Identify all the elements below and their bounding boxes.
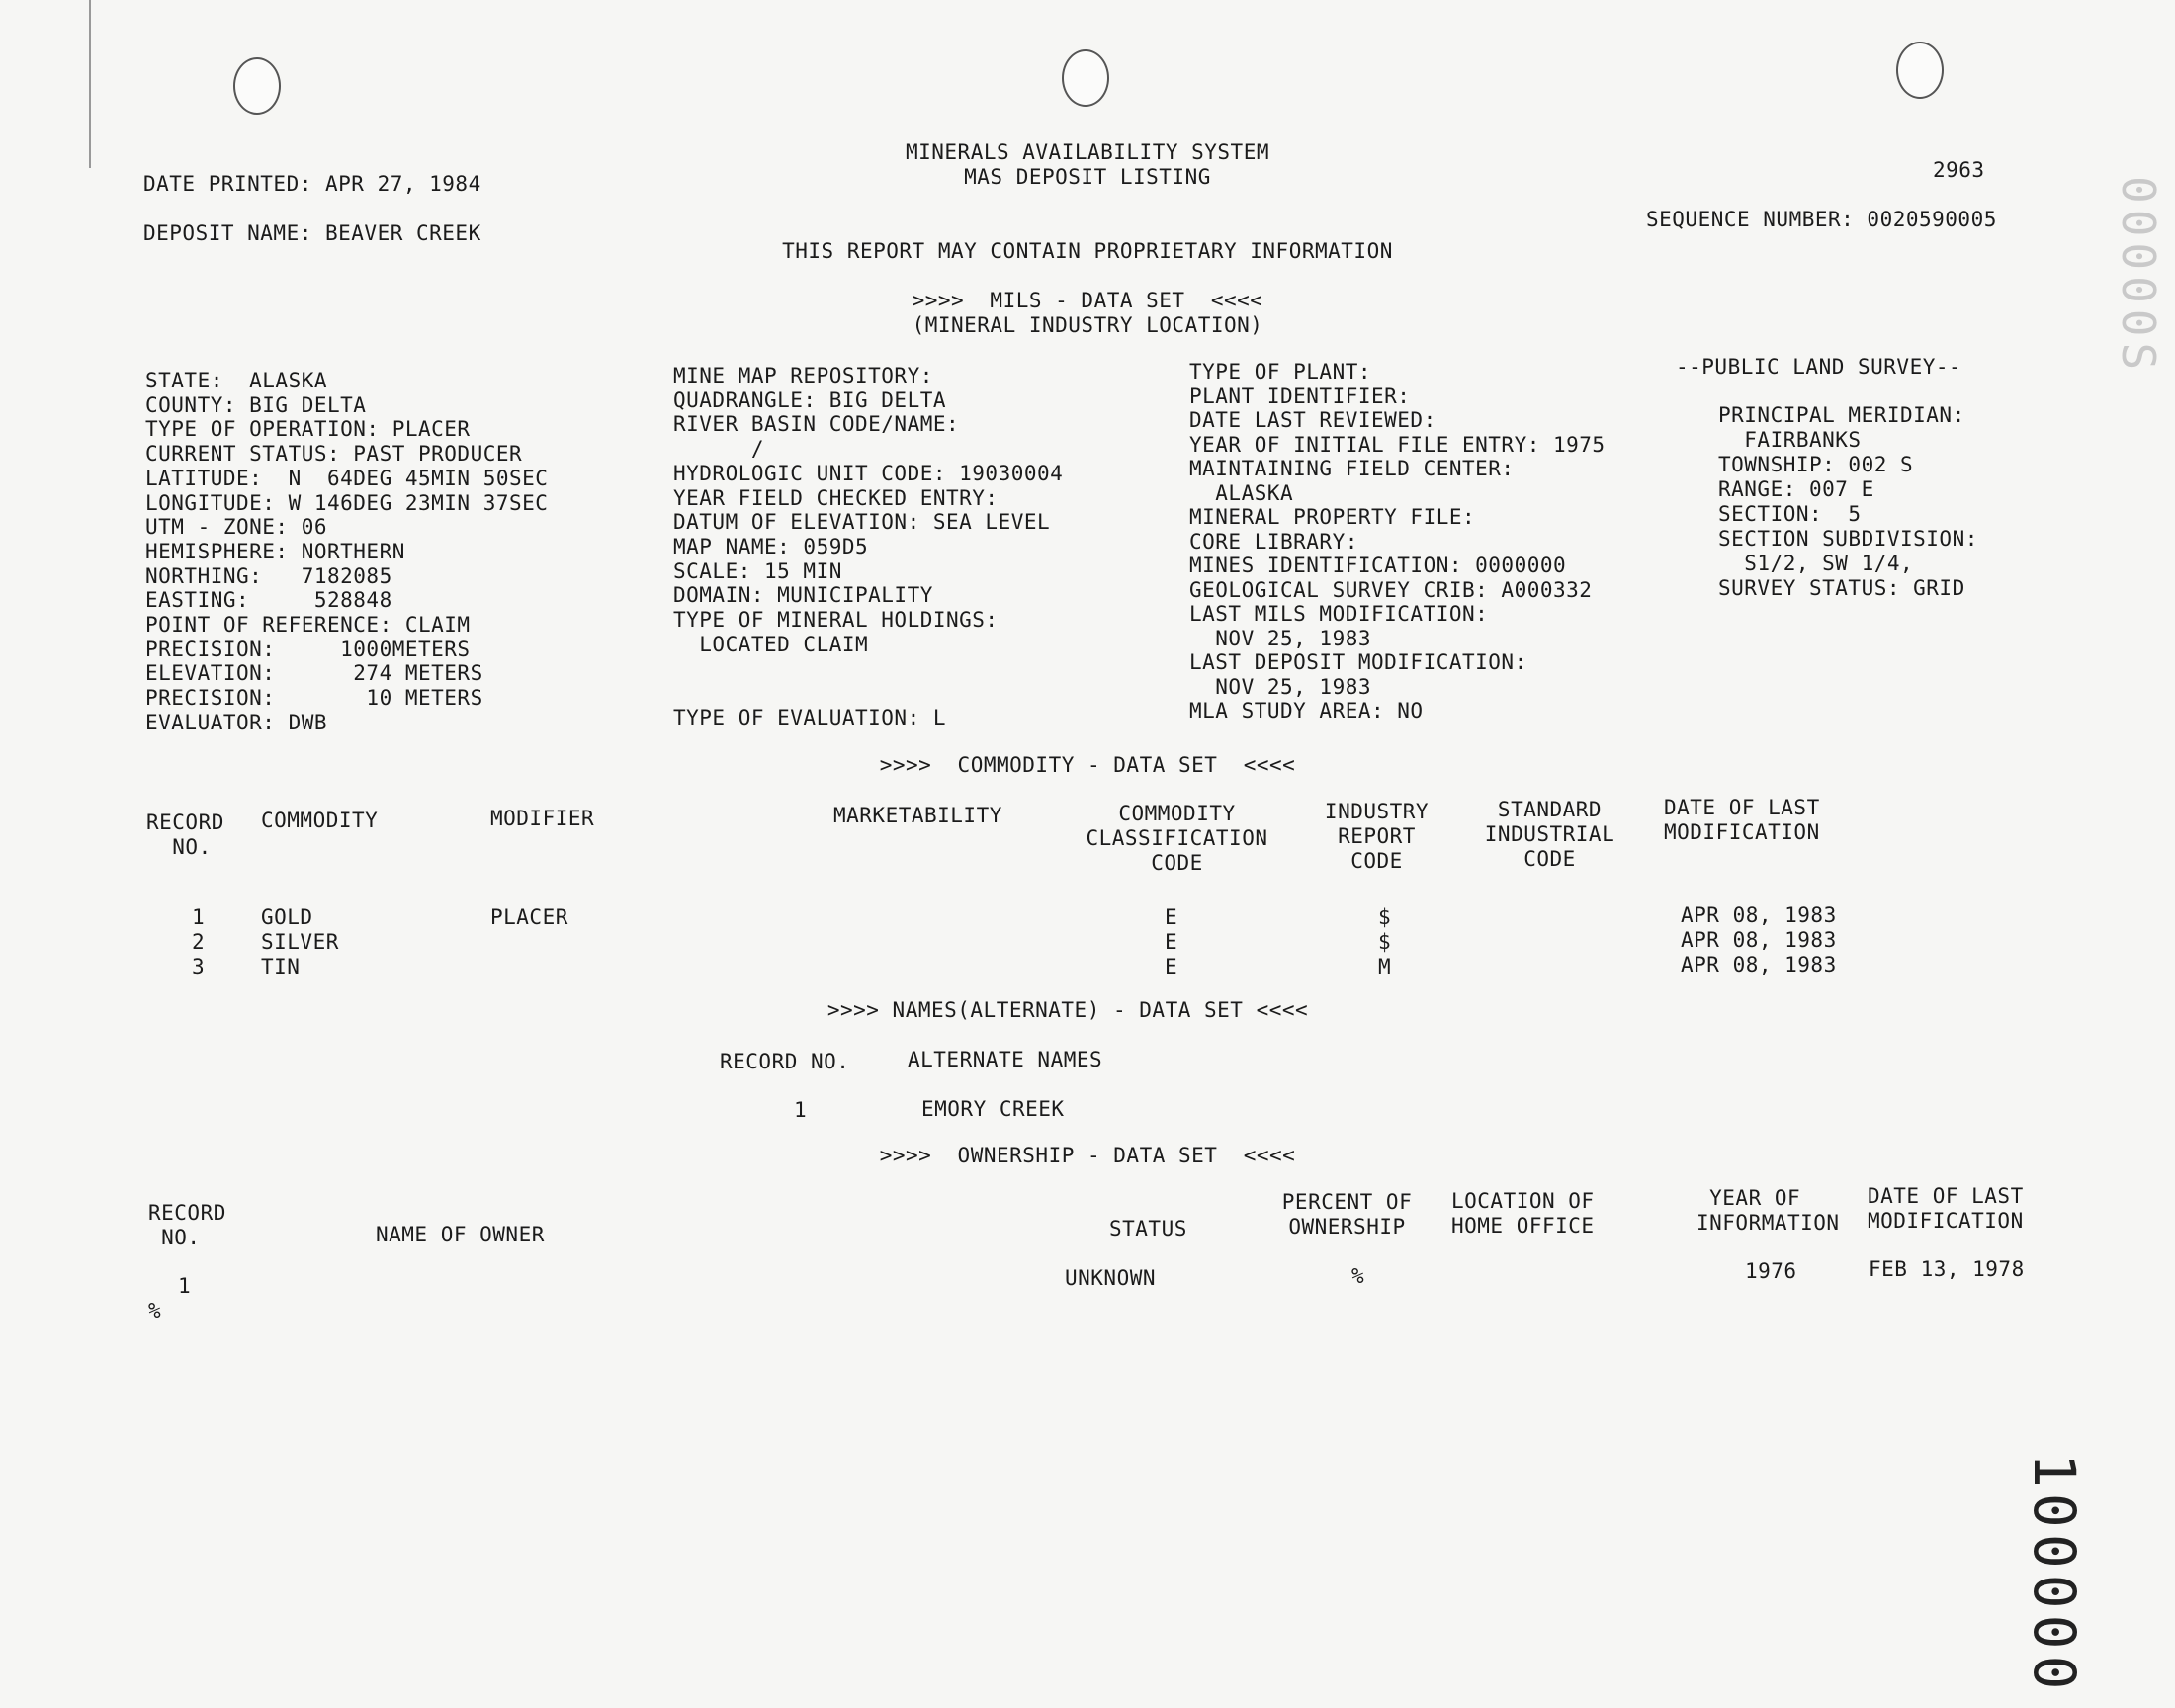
public-land-survey-title: --PUBLIC LAND SURVEY-- [1676, 355, 1962, 379]
location-field: COUNTY: BIG DELTA [145, 392, 367, 417]
land-survey-field: SECTION: 5 [1718, 502, 1862, 526]
ownership-row-date: FEB 13, 1978 [1869, 1257, 2025, 1281]
ownership-header-record: RECORD NO. [148, 1201, 226, 1249]
file-field: GEOLOGICAL SURVEY CRIB: A000332 [1189, 577, 1593, 602]
ownership-header-status: STATUS [1109, 1217, 1187, 1240]
commodity-row-industry-code: $ [1378, 905, 1392, 929]
land-survey-field: S1/2, SW 1/4, [1718, 552, 1914, 575]
land-survey-field: RANGE: 007 E [1718, 477, 1874, 501]
land-survey-field: FAIRBANKS [1718, 428, 1862, 452]
commodity-row-classification: E [1165, 955, 1178, 979]
ownership-header-percent: PERCENT OF OWNERSHIP [1281, 1190, 1413, 1238]
commodity-header-industry: INDUSTRY REPORT CODE [1324, 800, 1430, 873]
map-field: LOCATED CLAIM [673, 632, 869, 656]
commodity-header-date: DATE OF LAST MODIFICATION [1664, 796, 1820, 844]
map-field: RIVER BASIN CODE/NAME: [673, 412, 960, 437]
file-field: LAST MILS MODIFICATION: [1189, 602, 1489, 626]
commodity-row-date: APR 08, 1983 [1681, 903, 1837, 927]
commodity-header-marketability: MARKETABILITY [833, 804, 1002, 827]
names-header-alternate: ALTERNATE NAMES [908, 1048, 1103, 1071]
ownership-header-year: YEAR OF INFORMATION [1696, 1186, 1840, 1235]
sequence-number: SEQUENCE NUMBER: 0020590005 [1646, 208, 1997, 231]
ownership-header-location: LOCATION OF HOME OFFICE [1451, 1189, 1595, 1238]
ownership-title: >>>> OWNERSHIP - DATA SET <<<< [879, 1144, 1296, 1167]
map-field: QUADRANGLE: BIG DELTA [673, 387, 947, 412]
commodity-row-date: APR 08, 1983 [1681, 928, 1837, 952]
ownership-row-percent: % [1351, 1264, 1365, 1288]
commodity-header-classification: COMMODITY CLASSIFICATION CODE [1086, 802, 1268, 875]
location-field: EASTING: 528848 [145, 588, 392, 613]
file-field: DATE LAST REVIEWED: [1189, 408, 1436, 432]
map-field: DOMAIN: MUNICIPALITY [673, 583, 933, 608]
file-field: PLANT IDENTIFIER: [1189, 384, 1411, 408]
file-field: NOV 25, 1983 [1189, 626, 1372, 650]
commodity-header-modifier: MODIFIER [490, 807, 595, 830]
faint-stamp-number: 00000S [2112, 176, 2165, 377]
map-field: HYDROLOGIC UNIT CODE: 19030004 [673, 461, 1064, 485]
location-field: UTM - ZONE: 06 [145, 515, 328, 540]
commodity-row-number: 3 [192, 955, 206, 979]
map-field: DATUM OF ELEVATION: SEA LEVEL [673, 510, 1051, 535]
location-field: PRECISION: 10 METERS [145, 686, 483, 711]
commodity-header-commodity: COMMODITY [261, 809, 379, 832]
commodity-row-number: 2 [192, 930, 206, 954]
file-field: MINERAL PROPERTY FILE: [1189, 505, 1476, 529]
system-title: MINERALS AVAILABILITY SYSTEM [905, 140, 1269, 164]
page-edge-mark [0, 0, 91, 168]
commodity-row-industry-code: M [1378, 955, 1392, 979]
commodity-row-classification: E [1165, 930, 1178, 954]
location-field: NORTHING: 7182085 [145, 563, 392, 588]
commodity-row-name: SILVER [261, 930, 339, 954]
file-field: YEAR OF INITIAL FILE ENTRY: 1975 [1189, 432, 1606, 457]
file-field: MLA STUDY AREA: NO [1189, 699, 1424, 723]
page-number: 2963 [1933, 158, 1985, 182]
punch-hole [1896, 42, 1944, 99]
location-field: POINT OF REFERENCE: CLAIM [145, 613, 471, 637]
commodity-row-modifier: PLACER [490, 905, 568, 929]
ownership-owner-percent: % [148, 1299, 162, 1323]
commodity-title: >>>> COMMODITY - DATA SET <<<< [879, 753, 1296, 777]
commodity-row-number: 1 [192, 905, 206, 929]
file-field: LAST DEPOSIT MODIFICATION: [1189, 650, 1527, 674]
names-header-record: RECORD NO. [720, 1050, 850, 1073]
file-field: MINES IDENTIFICATION: 0000000 [1189, 554, 1567, 577]
location-field: LATITUDE: N 64DEG 45MIN 50SEC [145, 466, 549, 490]
ownership-row-number: 1 [178, 1274, 192, 1298]
land-survey-field: SECTION SUBDIVISION: [1718, 527, 1978, 551]
file-field: MAINTAINING FIELD CENTER: [1189, 457, 1515, 480]
punch-hole [1062, 49, 1109, 107]
ownership-row-status: UNKNOWN [1065, 1266, 1157, 1290]
location-field: PRECISION: 1000METERS [145, 637, 471, 661]
ownership-row-year: 1976 [1745, 1259, 1797, 1283]
date-printed: DATE PRINTED: APR 27, 1984 [143, 172, 481, 196]
names-title: >>>> NAMES(ALTERNATE) - DATA SET <<<< [826, 998, 1309, 1022]
names-row-number: 1 [794, 1098, 808, 1122]
location-field: CURRENT STATUS: PAST PRODUCER [145, 442, 523, 467]
mils-subtitle: (MINERAL INDUSTRY LOCATION) [912, 313, 1263, 337]
commodity-row-classification: E [1165, 905, 1178, 929]
file-field: TYPE OF PLANT: [1189, 360, 1372, 384]
map-field: TYPE OF EVALUATION: L [673, 705, 947, 729]
ownership-header-date: DATE OF LAST MODIFICATION [1868, 1184, 2024, 1233]
map-field: MINE MAP REPOSITORY: [673, 364, 933, 387]
location-field: ELEVATION: 274 METERS [145, 661, 483, 686]
punch-hole [233, 57, 281, 115]
file-field: NOV 25, 1983 [1189, 674, 1372, 699]
location-field: HEMISPHERE: NORTHERN [145, 539, 405, 563]
location-field: TYPE OF OPERATION: PLACER [145, 417, 471, 442]
location-field: LONGITUDE: W 146DEG 23MIN 37SEC [145, 490, 549, 515]
ownership-header-owner: NAME OF OWNER [376, 1223, 545, 1246]
commodity-header-record: RECORD NO. [146, 811, 224, 859]
commodity-row-name: GOLD [261, 905, 313, 929]
map-field: TYPE OF MINERAL HOLDINGS: [673, 608, 999, 632]
land-survey-field: PRINCIPAL MERIDIAN: [1718, 403, 1965, 427]
proprietary-notice: THIS REPORT MAY CONTAIN PROPRIETARY INFORMATION [782, 239, 1393, 263]
file-field: CORE LIBRARY: [1189, 529, 1358, 554]
location-field: STATE: ALASKA [145, 369, 328, 392]
commodity-header-sic: STANDARD INDUSTRIAL CODE [1484, 798, 1615, 871]
map-field: MAP NAME: 059D5 [673, 534, 869, 558]
commodity-row-date: APR 08, 1983 [1681, 953, 1837, 977]
land-survey-field: SURVEY STATUS: GRID [1718, 576, 1965, 600]
map-field: / [673, 437, 765, 462]
commodity-row-industry-code: $ [1378, 930, 1392, 954]
location-field: EVALUATOR: DWB [145, 710, 328, 734]
file-field: ALASKA [1189, 480, 1294, 505]
deposit-name: DEPOSIT NAME: BEAVER CREEK [143, 221, 481, 245]
mils-title: >>>> MILS - DATA SET <<<< [912, 289, 1263, 312]
map-field: SCALE: 15 MIN [673, 558, 842, 583]
listing-title: MAS DEPOSIT LISTING [964, 165, 1211, 189]
map-field: YEAR FIELD CHECKED ENTRY: [673, 485, 999, 510]
names-row-name: EMORY CREEK [921, 1097, 1065, 1121]
stamp-number: 100000 [2021, 1453, 2088, 1696]
land-survey-field: TOWNSHIP: 002 S [1718, 453, 1914, 476]
commodity-row-name: TIN [261, 955, 301, 979]
